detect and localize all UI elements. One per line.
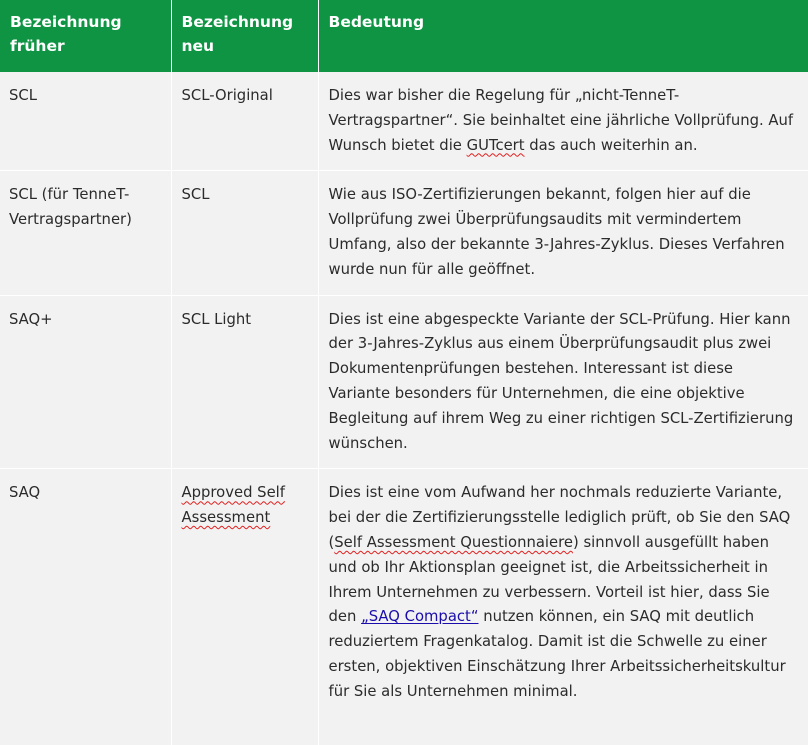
cell-old-name: SCL (für TenneT-Vertragspartner) bbox=[0, 171, 171, 295]
spellcheck-word: GUTcert bbox=[466, 136, 525, 154]
header-new-name: Bezeichnung neu bbox=[171, 0, 318, 72]
cell-new-name bbox=[171, 469, 318, 745]
cell-old-name: SCL bbox=[0, 72, 171, 171]
meaning-text: ) sinnvoll ausgefüllt haben und ob Ihr Aktionsplan geeignet ist, die Arbeitssicherheit in Ihrem Unternehmen zu verbessern. Vorteil ist hier, dass Sie den bbox=[328, 533, 770, 626]
spellcheck-word: Approved Self Assessment bbox=[181, 484, 285, 527]
cell-new-name: SCL bbox=[171, 171, 318, 295]
cell-meaning: Dies ist eine abgespeckte Variante der SCL-Prüfung. Hier kann der 3-Jahres-Zyklus aus einem Überprüfungsaudit plus zwei Dokumentenprüfungen bestehen. Interessant ist diese Variante besonders für Unternehmen, die eine objektive Begleitung auf ihrem Weg zu einer richtigen SCL-Zertifizierung wünschen. bbox=[318, 295, 808, 469]
cell-old-name: SAQ bbox=[0, 469, 171, 745]
meaning-text: das auch weiterhin an. bbox=[524, 136, 698, 154]
header-row bbox=[0, 0, 808, 72]
spellcheck-word: Self Assessment Questionnaiere bbox=[334, 533, 573, 551]
cell-meaning bbox=[318, 469, 808, 745]
table-row bbox=[0, 72, 808, 171]
cell-new-name: SCL-Original bbox=[171, 72, 318, 171]
meaning-text: nutzen können, ein SAQ mit deutlich reduziertem Fragenkatalog. Damit ist die Schwelle zu einer ersten, objektiven Einschätzung Ihrer Arbeitssicherheitskultur für Sie als Unternehmen minimal. bbox=[328, 608, 786, 700]
header-old-name: Bezeichnung früher bbox=[0, 0, 171, 72]
saq-compact-link[interactable]: „SAQ Compact“ bbox=[361, 608, 479, 626]
table-header bbox=[0, 0, 808, 72]
cell-meaning: Wie aus ISO-Zertifizierungen bekannt, folgen hier auf die Vollprüfung zwei Überprüfungsaudits mit vermindertem Umfang, also der bekannte 3-Jahres-Zyklus. Dieses Verfahren wurde nun für alle geöffnet. bbox=[318, 171, 808, 295]
cell-old-name: SAQ+ bbox=[0, 295, 171, 469]
table-row bbox=[0, 171, 808, 295]
table-body bbox=[0, 72, 808, 745]
table-row bbox=[0, 295, 808, 469]
cell-meaning bbox=[318, 72, 808, 171]
meaning-text: Dies ist eine vom Aufwand her nochmals reduzierte Variante, bei der die Zertifizierungsstelle lediglich prüft, ob Sie den SAQ ( bbox=[328, 484, 791, 551]
meaning-text: Dies war bisher die Regelung für „nicht-TenneT-Vertragspartner“. Sie beinhaltet eine jährliche Vollprüfung. Auf Wunsch bietet die bbox=[328, 87, 794, 154]
header-meaning: Bedeutung bbox=[318, 0, 808, 72]
table-row bbox=[0, 469, 808, 745]
cell-new-name: SCL Light bbox=[171, 295, 318, 469]
